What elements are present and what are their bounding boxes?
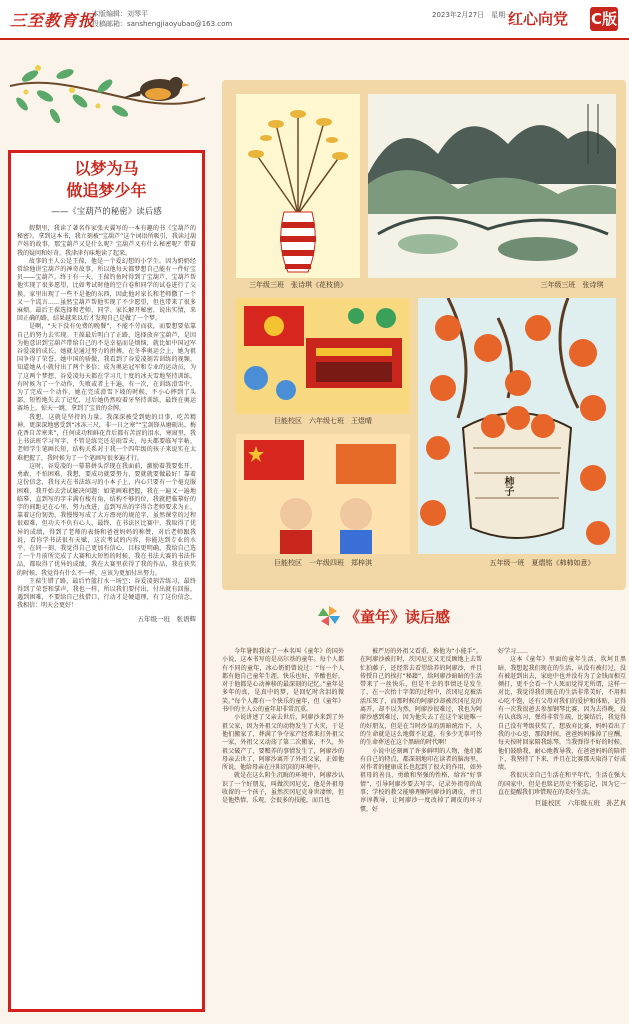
article2-paragraph: 小说讲述了父亲去世后，阿廖沙来到了外祖父家，因为外祖父的动物发生了火灾，于是他们搬家了，葬满了争夺家产经常来打外祖父一家，外祖父又动荡了第二次搬家，不久，外祖父破产了，要赡养的事情发生了，阿廖沙的母亲去世了，阿廖沙离开了外祖父家，正如他所说，他给母亲在庄阳沉闷的环境中。 [222,714,344,772]
article1-subtitle: ——《宝葫芦的秘密》读后感 [51,207,162,217]
article2-author: 巨能校区 六年级五班 孙艺真 [535,799,626,808]
article2-paragraph: 这本《童年》里面的童年生活，坎坷且黑暗，我想起我们现在的生活，从没有被打过，没有被赶到出去，家庭中也并没有为了金钱而相互倾打，更不会看一个人死而觉得无所谓，这样一对比，我觉得我们现在的生活非常美好，不用担心吃不饱，还有父母对我们的爱护和体贴，记得有一次我很爸去参加钢琴比赛，因为去得晚，没有认真练习，弹得非常生疏，比赛结后，我觉得自己没有考级获奖了，想放弃比赛，妈妈看出了我的小心思，那段时间，爸爸妈妈推掉了应酬，每天按时回家陪我练琴，当我弹得不好的时候，他们鼓励我，耐心地教导我，在爸爸妈妈的陪伴下，我坚持了下来，并且在比赛那天取得了好成绩。 [498,656,626,772]
student-artwork-gallery [222,80,626,590]
article2-paragraph: 被严厉的外祖父看重，称他为“小能手”。在阿廖沙被打时，茨冈尼克又无反顾地上去帮忙拍藤子，还经常去看望给养的阿廖沙，并且传授自己的挨打“秘籍”，给阿廖沙暗暗的生活带来了一丝快乐，但是不幸的事情还是发生了，在一次抬十字架的过程中，茨冈尼克被活活压死了，而那时候的阿廖沙却被茨冈尼克的离开，却不以为然，阿廖沙很难过，我也为阿廖沙感到难过，因为他失去了在这个家庭唯一的好朋友，但是在当时沙皇的黑暗统治下，人的生命就是这么地微不足道，有多少无辜可怜的生命葬送在这个黑暗的时代啊！ [360,648,482,747]
article2-column-3 [498,648,626,808]
article1-paragraph: 是啊，“天下没有免费的晚餐”，不能不劳而获，而要想要依靠自己的努力去实现。王葆最后明白了正路，选择放弃宝葫芦，是因为他意识到宝葫芦带给自己的不是幸福而是烦恼，就比如中国冠军谷爱凌的成长，她就是通过努力的拼搏，在冬季奥运会上，她为祖国争得了荣誉，她中国的骄傲，我看到了谷爱凌刻苦训练的视频，知道她从小就付出了两个多倍；成为奥运冠军和专业的运动员，为了这两个梦想，谷爱凌每天都在学习几十度的冰天雪地坚持训练。有时候为了一个动作，失败或者上千遍，有一次，在训练滑雪中，为了完成一个动作，她在完成滑雪下坡的时候，不小心摔到了头部，短暂地失去了记忆，过后她仍然咬着牙坚持训练，最终在奥运赛场上，惊天一跳，拿到了宝贵的金牌。 [17,323,196,413]
caption-flower-vase: 三年级三班 张诗琪《花枝俏》 [249,281,347,289]
pinwheel-icon [318,606,340,626]
article2-body [222,648,626,1018]
email-line: 投稿邮箱：sanshengjiaoyubao@163.com [92,20,233,28]
caption-persimmons: 五年级一班 夏熠铭《柿柿如意》 [489,559,595,567]
article2-column-2 [360,648,482,814]
painting-ink-landscape [368,94,616,278]
article1-paragraph: 王葆生错了路，最后竹篮打水一场空；谷爱凌刻苦练习，最终得到了荣誉和掌声，我也一样，所以我们要付出，付出就有回报，遇到困难，不要给自己找借口，行动才是硬道理，有了这份信念，我相信：明天会更好！ [17,577,196,610]
painting-flower-vase [236,94,360,278]
article2-paragraph: 小说中还刻画了许多鲜明的人物，他们都有自己的特点，都深刻地印在读者的脑海里，对作者的健康成长也起到了很大的作用，如外祖母的善良、勇敢和坚强的性格，给容“好事情”，引导阿廖沙要去写字，记录外祖母的故事；学校的教父能够理解阿廖沙的调皮，并且谆谆教导，让阿廖沙一度改掉了调皮的坏习惯，好 [360,747,482,813]
article2-paragraph: 今年暑假我读了一本名叫《童年》的国外小说，这本书写的是高尔基的童年。每个人都有不同的童年，冰心奶奶曾说过：“每一个人都有他自己童年生涯，快乐也好，辛酸也好，对于他都是心动神移的最深刻的记忆。”童年是多年的真，是真中的梦，是回忆时含泪的微笑。”每个人都有一个快乐的童年，但《童年》书中的主人公的童年却非常沉重。 [222,648,344,714]
newspaper-logo: 三至教育报 [10,11,96,30]
article1-body [17,225,196,611]
article1-paragraph: 这时，谷爱凌的一幕幕拼头浮现在我面前，激励着我要张开，勇敢、不怕困难，我想，要成功就要努力，要就就要做最好！靠着这份信念，我每天在书法练习的小本子上，内心只要有一个毫克服困难，我开始去尝试解决问题：如笔画难把握，我在一遍又一遍地临摹，直到写的字丰满有棱有角，结构不够的位，我就把临摹好的字的间距记在心里，努力改进，直到写出的字得合老师要求为止，靠着这份韧劲，我慢慢写成了大方漂亮的规范字，虽然课堂的过程很艰难，但功夫不负有心人，最终，在书法区比赛中，我取得了优异的成绩，得到了老师的表扬和爸爸妈妈的称赞，对后老师跟我说，看你学书法很有天赋，这次考试的内容，你能达到专业的水平，在同一刻，我觉得自己更加有信心，目标更明确，我给自己选了一个月前所完成了大赛和大短暂的时候，我在书法大赛的书法作品，都取得了优异的成绩，我在大赛里获得了我的作品，我在获奖的时候，我觉得有什么不一样，应该为更加付出努力。 [17,462,196,577]
article2-paragraph: 好学习…… [498,648,529,655]
caption-flag-children: 巨能校区 一年级四班 郑梓淇 [274,559,372,567]
article2-paragraph: 就是在这么阴生沉晦的环境中，阿廖沙认识了一个好朋友，叫做茨冈尼克，他是外祖母收留的一个孩子，虽然茨冈尼克身世凄惨，但是他热情、乐观，会很多的技能，而且也 [222,772,344,805]
article1-paragraph: 假期里，我读了著名作家张天翼写的一本有趣的书《宝葫芦的秘密》。拿到这本书，我立刻被“宝葫芦”这个词语所吸引，我读过葫芦娃的故事，那宝葫芦又是什么呢？宝葫芦又有什么秘密呢？带着我的疑问和好奇，我津津有味地读了起来。 [17,225,196,257]
article1-paragraph: 故事的主人公是王葆，他是一个爱幻想的小学生。因为奶奶经常给他讲宝葫芦的神奇故事，所以他每天都梦想自己能有一件好宝贝——宝葫芦。终于有一天，王葆钓鱼时得到了宝葫芦，宝葫芦帮他实现了很多愿望，比如考试时他的空白卷和同学的试卷进行了交换，家里出现了一些不是他的东西，因此他对家长和老师撒了一个又一个谎言……虽然宝葫芦帮他实现了不少愿望，但也带来了很多麻烦。最后王葆选择和老师、同学、家长解开秘密，说出实情，来回正确的路，结果越来以后才发现自己是做了一个梦。 [17,257,196,323]
editor-line: 本版编辑：刘琴平 [92,10,148,18]
article2-paragraph: 我很庆幸自己生活在和平年代，生活在强大的国家中，但是也铭记历史不能忘记，因为它一直在提醒我们珍惜现在的美好生活。 [498,772,626,797]
editor-info [92,9,232,29]
article2-title: 《童年》读后感 [345,608,451,626]
article1-author: 五年级一班 张语辉 [137,614,196,623]
section-title: 红心向党 [508,10,569,28]
article2-column-1 [222,648,344,806]
painting-persimmons [418,298,616,554]
basket-lettering: 柿子 [502,476,513,496]
caption-party-poster: 巨能校区 六年级七班 王煜晴 [274,417,372,425]
article1-title-line2: 做追梦少年 [66,181,147,200]
article1-paragraph: 我想，这就是坚持的力量。我深深被受到她的目事，吃苦精神，更深深地感受到“冰冻三尺，非一日之寒”“宝剑锋从磨砺出，梅花香自苦寒来”，任何成功和鲜花背后都有苦涩的泪水，寒窗里，我上书法班学习写字，不管是练完还是雨雪天，每天都要临写字帖，老师学生笔画长短，结构关系对于我一个四年级的孩子来说实在太难把握了，我时候为了一个笔画写很多遍才行。 [17,413,196,462]
issue-date: 2023年2月27日 星期一 [432,11,513,19]
painting-party-poster [236,298,410,414]
column-badge: C版 [590,7,618,31]
article-dream-reading [8,150,205,1012]
masthead [0,0,629,40]
painting-flag-children [236,434,410,554]
bird-branch-illustration [10,46,205,142]
caption-ink-landscape: 三年级三班 张诗琪 [540,281,604,289]
article1-title-line1: 以梦为马 [74,159,139,178]
